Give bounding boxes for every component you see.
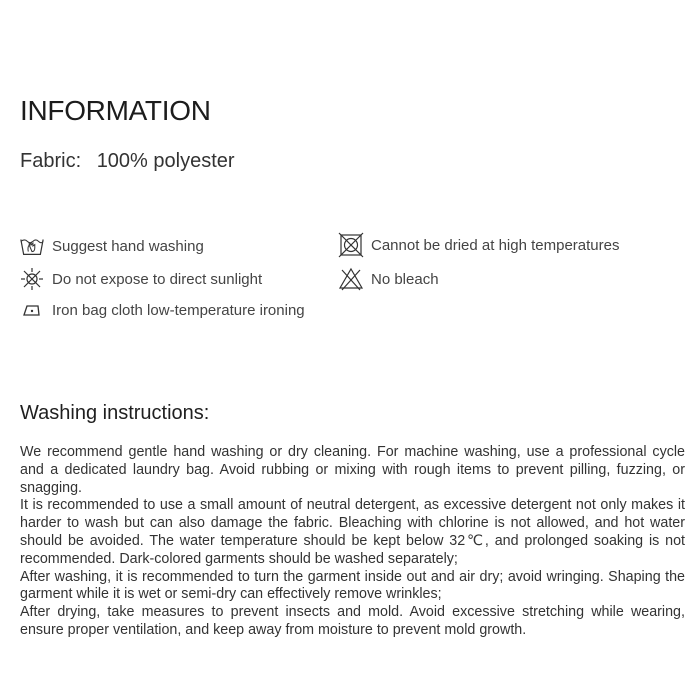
washing-paragraph: We recommend gentle hand washing or dry cleaning. For machine washing, use a professional cycle and a dedicated laundry bag. Avoid rubbing or mixing with rough items to prevent pilling, fuzzing, or snagging. — [20, 444, 685, 496]
care-item-hand-wash — [19, 234, 204, 258]
care-label-low-iron: Iron bag cloth low-temperature ironing — [52, 301, 305, 319]
washing-heading: Washing instructions: — [20, 402, 210, 424]
no-bleach-icon — [338, 267, 364, 291]
hand-wash-icon — [19, 234, 45, 258]
fabric-info — [20, 150, 235, 173]
low-iron-icon — [19, 298, 45, 322]
care-item-no-tumble-dry — [338, 233, 620, 257]
care-item-low-iron — [19, 298, 305, 322]
washing-paragraph: After drying, take measures to prevent insects and mold. Avoid excessive stretching while wearing, ensure proper ventilation, and keep away from moisture to prevent mold growth. — [20, 604, 685, 638]
care-label-no-bleach: No bleach — [371, 270, 439, 288]
care-label-no-sunlight: Do not expose to direct sunlight — [52, 270, 263, 288]
washing-paragraph: It is recommended to use a small amount of neutral detergent, as excessive detergent not only makes it harder to wash but can also damage the fabric. Bleaching with chlorine is not allowed, and hot water should be avoided. The water temperature should be kept below 32℃, and prolonged soaking is not recommended. Dark-colored garments should be washed separately; — [20, 497, 685, 567]
no-sunlight-icon — [19, 267, 45, 291]
fabric-label: Fabric: — [20, 150, 82, 172]
fabric-value: 100% polyester — [96, 150, 235, 172]
no-tumble-dry-icon — [338, 233, 364, 257]
care-label-no-tumble-dry: Cannot be dried at high temperatures — [371, 236, 620, 254]
care-label-hand-wash: Suggest hand washing — [52, 237, 204, 255]
page-title: INFORMATION — [20, 95, 211, 126]
care-item-no-sunlight — [19, 267, 262, 291]
washing-instructions — [20, 444, 685, 640]
care-item-no-bleach — [338, 267, 439, 291]
washing-paragraph: After washing, it is recommended to turn the garment inside out and air dry; avoid wringing. Shaping the garment while it is wet or semi-dry can effectively remove wrinkles; — [20, 568, 685, 603]
